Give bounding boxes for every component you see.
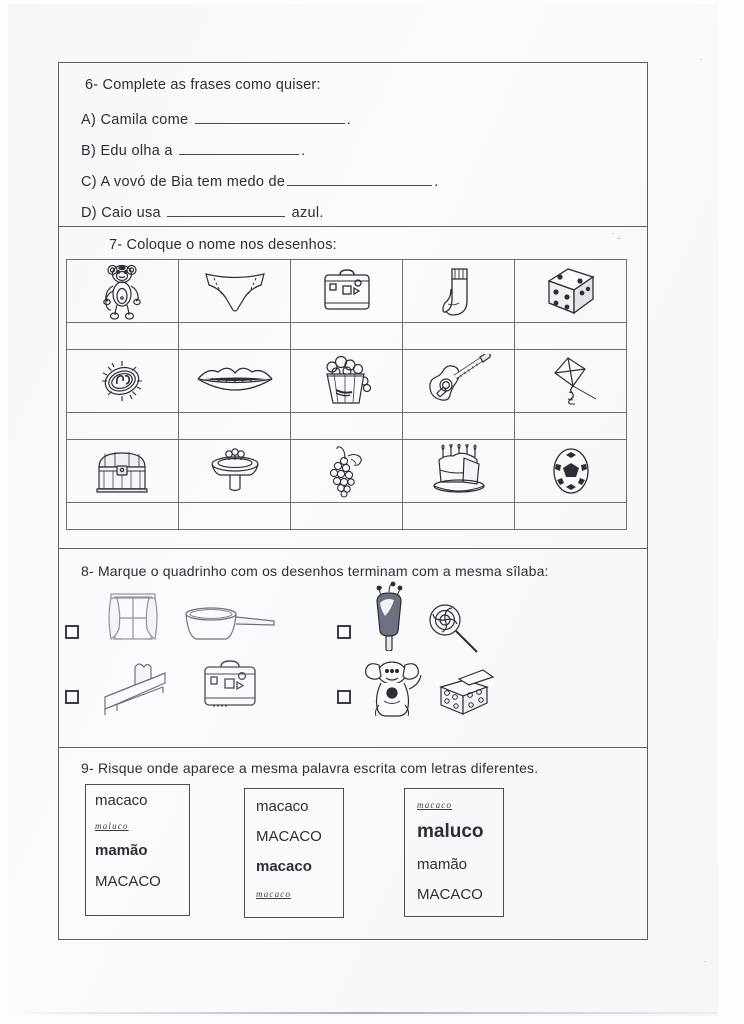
guitar-icon [424, 354, 494, 408]
scan-speck: ˙ ˗ [612, 232, 621, 242]
item-text-d: Caio usa [101, 205, 161, 221]
treasure-chest-icon [91, 445, 153, 497]
exercise-6-item-c [81, 172, 439, 190]
box-icon [431, 669, 497, 719]
answer-cell[interactable] [67, 413, 179, 440]
exercise-6-item-a [81, 110, 351, 128]
window-icon [97, 591, 169, 647]
cake-icon [427, 444, 491, 498]
item-end-c: . [434, 174, 439, 190]
answer-blank-d[interactable] [167, 203, 285, 217]
scan-speck: ˙ [704, 960, 707, 970]
picture-cell-dice [515, 260, 627, 323]
answer-blank-a[interactable] [195, 110, 345, 124]
exercise-8-heading: 8- Marque o quadrinho com os desenhos terminam com a mesma sîlaba: [81, 563, 549, 579]
answer-cell[interactable] [403, 323, 515, 350]
answer-cell[interactable] [515, 413, 627, 440]
answer-blank-b[interactable] [179, 141, 299, 155]
answer-cell[interactable] [178, 413, 290, 440]
picture-cell-soccer-ball [515, 440, 627, 503]
word-item[interactable]: macaco [95, 792, 148, 809]
word-box-3[interactable] [404, 788, 504, 917]
item-label-d: D) [81, 205, 97, 221]
answer-row-3 [67, 503, 627, 530]
item-text-a: Camila come [100, 112, 189, 128]
word-item[interactable]: macaco [256, 858, 312, 875]
item-text-c: A vovó de Bia tem medo de [100, 174, 286, 190]
popsicle-icon [367, 581, 411, 651]
picture-cell-kite [515, 350, 627, 413]
dice-icon [544, 265, 598, 317]
item-end-d: azul. [291, 205, 324, 221]
sock-icon [441, 264, 477, 318]
exercise-8-section [59, 549, 647, 748]
exercise-6-item-d [81, 203, 324, 221]
answer-cell[interactable] [403, 413, 515, 440]
soccer-ball-icon [547, 445, 595, 497]
answer-cell[interactable] [67, 323, 179, 350]
scan-speck: ˙ [700, 58, 703, 68]
mouth-icon [194, 361, 276, 401]
answer-cell[interactable] [515, 503, 627, 530]
pan-icon [179, 605, 279, 647]
exercise-6-section [59, 63, 647, 227]
word-item[interactable]: maluco [95, 821, 129, 831]
word-item[interactable]: mamão [95, 842, 148, 859]
bed-icon [97, 659, 187, 721]
answer-cell[interactable] [291, 503, 403, 530]
grapes-icon [323, 443, 371, 499]
item-end-a: . [346, 112, 352, 128]
picture-cell-popcorn [291, 350, 403, 413]
word-item[interactable]: MACACO [256, 828, 322, 845]
answer-cell[interactable] [178, 503, 290, 530]
exercise-9-section [59, 748, 647, 941]
answer-row-1 [67, 323, 627, 350]
picture-cell-sink [178, 440, 290, 503]
checkbox-group-2[interactable] [337, 625, 351, 639]
picture-cell-mouth [178, 350, 290, 413]
picture-cell-monkey [67, 260, 179, 323]
item-label-b: B) [81, 143, 97, 159]
answer-cell[interactable] [178, 323, 290, 350]
answer-cell[interactable] [291, 413, 403, 440]
picture-cell-coin [67, 350, 179, 413]
item-label-c: C) [81, 174, 97, 190]
picture-cell-sock [403, 260, 515, 323]
word-box-2[interactable] [244, 788, 344, 918]
suitcase-icon [319, 266, 375, 316]
picture-name-grid [66, 259, 627, 530]
word-item[interactable]: macaco [256, 798, 309, 815]
exercise-7-section [59, 227, 647, 549]
sink-icon [204, 444, 266, 498]
checkbox-group-4[interactable] [337, 690, 351, 704]
picture-cell-suitcase [291, 260, 403, 323]
picture-row-2 [67, 350, 627, 413]
answer-cell[interactable] [291, 323, 403, 350]
answer-row-2 [67, 413, 627, 440]
coin-icon [94, 354, 150, 408]
answer-cell[interactable] [67, 503, 179, 530]
kite-icon [542, 355, 600, 407]
exercise-6-heading: 6- Complete as frases como quiser: [85, 77, 321, 93]
answer-cell[interactable] [403, 503, 515, 530]
checkbox-group-1[interactable] [65, 625, 79, 639]
picture-cell-guitar [403, 350, 515, 413]
picture-cell-panties [178, 260, 290, 323]
word-item[interactable]: MACACO [95, 873, 161, 890]
suitcase-icon [197, 657, 263, 715]
picture-cell-grapes [291, 440, 403, 503]
item-text-b: Edu olha a [100, 143, 173, 159]
answer-cell[interactable] [515, 323, 627, 350]
dog-icon [359, 655, 429, 719]
worksheet-frame [58, 62, 648, 940]
word-item[interactable]: maluco [417, 821, 484, 842]
panties-icon [202, 269, 268, 313]
word-item[interactable]: mamão [417, 856, 468, 873]
monkey-icon [97, 261, 147, 321]
word-item[interactable]: macaco [417, 800, 453, 810]
picture-cell-cake [403, 440, 515, 503]
picture-row-1 [67, 260, 627, 323]
item-label-a: A) [81, 112, 97, 128]
exercise-9-heading: 9- Risque onde aparece a mesma palavra escrita com letras diferentes. [81, 760, 539, 776]
popcorn-icon [318, 354, 376, 408]
lollipop-icon [425, 603, 483, 655]
picture-row-3 [67, 440, 627, 503]
checkbox-group-3[interactable] [65, 690, 79, 704]
exercise-7-heading: 7- Coloque o nome nos desenhos: [109, 237, 337, 253]
answer-blank-c[interactable] [287, 172, 432, 186]
exercise-6-item-b [81, 141, 305, 159]
word-item[interactable]: MACACO [417, 886, 483, 903]
word-item[interactable]: macaco [256, 889, 292, 899]
item-end-b: . [301, 143, 306, 159]
word-box-1[interactable] [85, 784, 190, 916]
picture-cell-treasure-chest [67, 440, 179, 503]
